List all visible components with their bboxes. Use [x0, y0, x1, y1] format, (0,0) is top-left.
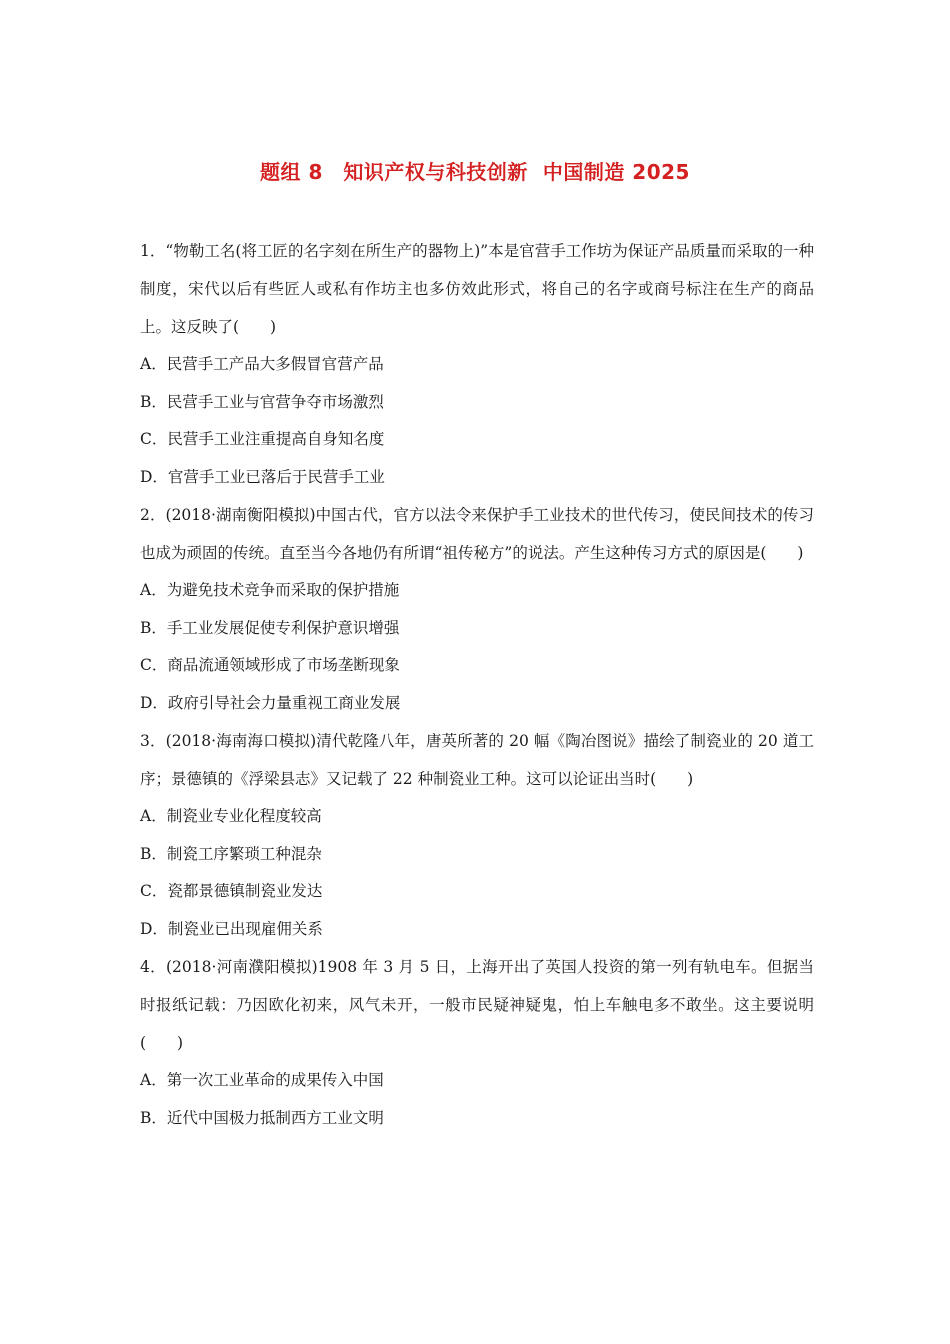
option-d: D．制瓷业已出现雇佣关系 [140, 919, 323, 938]
option-b: B．近代中国极力抵制西方工业文明 [140, 1108, 384, 1127]
option-d: D．政府引导社会力量重视工商业发展 [140, 693, 401, 712]
option-d: D．官营手工业已落后于民营手工业 [140, 467, 385, 486]
question-stem: 1．“物勒工名(将工匠的名字刻在所生产的器物上)”本是官营手工作坊为保证产品质量而采取的一种制度，宋代以后有些匠人或私有作坊主也多仿效此形式，将自己的名字或商号标注在生产的商品上。这反映了( ) [140, 242, 814, 336]
question-1 [140, 232, 814, 496]
option-a: A．第一次工业革命的成果传入中国 [140, 1071, 384, 1089]
question-list [140, 232, 814, 1137]
question-3 [140, 722, 814, 948]
option-b: B．制瓷工序繁琐工种混杂 [140, 844, 322, 863]
page-title: 题组 8 知识产权与科技创新 中国制造 2025 [260, 160, 690, 184]
question-stem: 4．(2018·河南濮阳模拟)1908 年 3 月 5 日，上海开出了英国人投资的第一列有轨电车。但据当时报纸记载：乃因欧化初来，风气未开，一般市民疑神疑鬼，怕上车触电多不敢坐。这主要说明( ) [140, 958, 814, 1052]
question-2 [140, 496, 814, 722]
option-c: C．民营手工业注重提高自身知名度 [140, 430, 385, 448]
option-b: B．民营手工业与官营争夺市场激烈 [140, 392, 384, 411]
question-stem: 3．(2018·海南海口模拟)清代乾隆八年，唐英所著的 20 幅《陶冶图说》描绘了制瓷业的 20 道工序；景德镇的《浮梁县志》又记载了 22 种制瓷业工种。这可以论证出当时( ) [140, 732, 814, 788]
option-b: B．手工业发展促使专利保护意识增强 [140, 618, 400, 637]
option-c: C．瓷都景德镇制瓷业发达 [140, 882, 323, 900]
option-a: A．为避免技术竞争而采取的保护措施 [140, 581, 400, 599]
question-stem: 2．(2018·湖南衡阳模拟)中国古代，官方以法令来保护手工业技术的世代传习，使民间技术的传习也成为顽固的传统。直至当今各地仍有所谓“祖传秘方”的说法。产生这种传习方式的原因是( ) [140, 506, 814, 562]
question-4 [140, 948, 814, 1137]
option-a: A．制瓷业专业化程度较高 [140, 807, 322, 825]
option-a: A．民营手工产品大多假冒官营产品 [140, 355, 384, 373]
option-c: C．商品流通领域形成了市场垄断现象 [140, 656, 400, 674]
